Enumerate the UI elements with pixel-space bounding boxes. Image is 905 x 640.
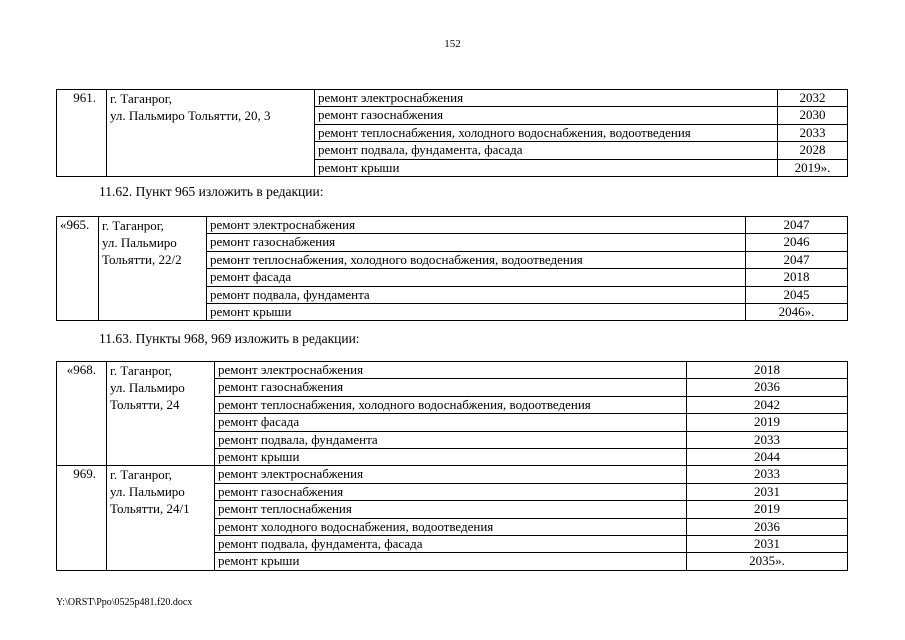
work-year: 2019 <box>687 414 848 431</box>
work-type: ремонт газоснабжения <box>215 483 687 500</box>
work-year: 2030 <box>778 107 848 124</box>
work-type: ремонт подвала, фундамента, фасада <box>315 142 778 159</box>
item-number: «965. <box>57 217 99 321</box>
address-line: Тольятти, 22/2 <box>102 252 182 267</box>
work-type: ремонт крыши <box>215 553 687 570</box>
work-type: ремонт фасада <box>215 414 687 431</box>
address-line: ул. Пальмиро <box>102 235 177 250</box>
work-year: 2032 <box>778 90 848 107</box>
work-type: ремонт электроснабжения <box>207 217 746 234</box>
work-type: ремонт крыши <box>215 448 687 465</box>
work-year: 2019». <box>778 159 848 176</box>
work-type: ремонт газоснабжения <box>207 234 746 251</box>
work-year: 2044 <box>687 448 848 465</box>
address-line: Тольятти, 24 <box>110 397 180 412</box>
table-row <box>57 217 848 234</box>
work-year: 2047 <box>746 251 848 268</box>
work-type: ремонт теплоснабжения, холодного водоснабжения, водоотведения <box>215 396 687 413</box>
repair-table-968-969 <box>56 361 848 571</box>
work-year: 2031 <box>687 535 848 552</box>
work-year: 2033 <box>687 466 848 483</box>
work-year: 2036 <box>687 379 848 396</box>
document-file-path: Y:\ORST\Ppo\0525p481.f20.docx <box>56 597 193 608</box>
work-year: 2018 <box>687 362 848 379</box>
work-type: ремонт газоснабжения <box>315 107 778 124</box>
address-line: г. Таганрог, <box>110 91 172 106</box>
work-type: ремонт крыши <box>207 303 746 320</box>
address-line: г. Таганрог, <box>110 467 172 483</box>
address-line: Тольятти, 24/1 <box>110 501 190 517</box>
work-type: ремонт теплоснабжения, холодного водоснабжения, водоотведения <box>315 124 778 141</box>
work-year: 2033 <box>778 124 848 141</box>
work-type: ремонт электроснабжения <box>215 466 687 483</box>
work-type: ремонт газоснабжения <box>215 379 687 396</box>
work-type: ремонт холодного водоснабжения, водоотведения <box>215 518 687 535</box>
work-year: 2042 <box>687 396 848 413</box>
work-year: 2045 <box>746 286 848 303</box>
work-year: 2046». <box>746 303 848 320</box>
item-number: 969. <box>57 466 107 570</box>
repair-table-961 <box>56 89 848 177</box>
work-year: 2031 <box>687 483 848 500</box>
work-year: 2047 <box>746 217 848 234</box>
paragraph-11-62: 11.62. Пункт 965 изложить в редакции: <box>99 184 324 199</box>
table-row <box>57 362 848 379</box>
address-line: ул. Пальмиро Тольятти, 20, 3 <box>110 108 271 123</box>
address-cell <box>99 217 207 321</box>
work-year: 2046 <box>746 234 848 251</box>
work-type: ремонт электроснабжения <box>215 362 687 379</box>
work-year: 2019 <box>687 501 848 518</box>
address-cell <box>107 466 215 570</box>
page-number: 152 <box>444 38 461 50</box>
work-type: ремонт подвала, фундамента, фасада <box>215 535 687 552</box>
table-row <box>57 90 848 107</box>
address-line: ул. Пальмиро <box>110 484 185 500</box>
work-type: ремонт подвала, фундамента <box>207 286 746 303</box>
work-year: 2036 <box>687 518 848 535</box>
work-type: ремонт фасада <box>207 269 746 286</box>
paragraph-11-63: 11.63. Пункты 968, 969 изложить в редакции: <box>99 331 360 346</box>
item-number: 961. <box>57 90 107 177</box>
address-line: г. Таганрог, <box>110 363 172 378</box>
work-year: 2033 <box>687 431 848 448</box>
work-type: ремонт подвала, фундамента <box>215 431 687 448</box>
work-type: ремонт теплоснабжения, холодного водоснабжения, водоотведения <box>207 251 746 268</box>
address-cell <box>107 90 315 177</box>
work-type: ремонт крыши <box>315 159 778 176</box>
table-row <box>57 466 848 483</box>
repair-table-965 <box>56 216 848 321</box>
work-type: ремонт электроснабжения <box>315 90 778 107</box>
work-year: 2028 <box>778 142 848 159</box>
address-line: г. Таганрог, <box>102 218 164 233</box>
address-cell <box>107 362 215 466</box>
work-type: ремонт теплоснабжения <box>215 501 687 518</box>
work-year: 2018 <box>746 269 848 286</box>
work-year: 2035». <box>687 553 848 570</box>
address-line: ул. Пальмиро <box>110 380 185 395</box>
item-number: «968. <box>57 362 107 466</box>
